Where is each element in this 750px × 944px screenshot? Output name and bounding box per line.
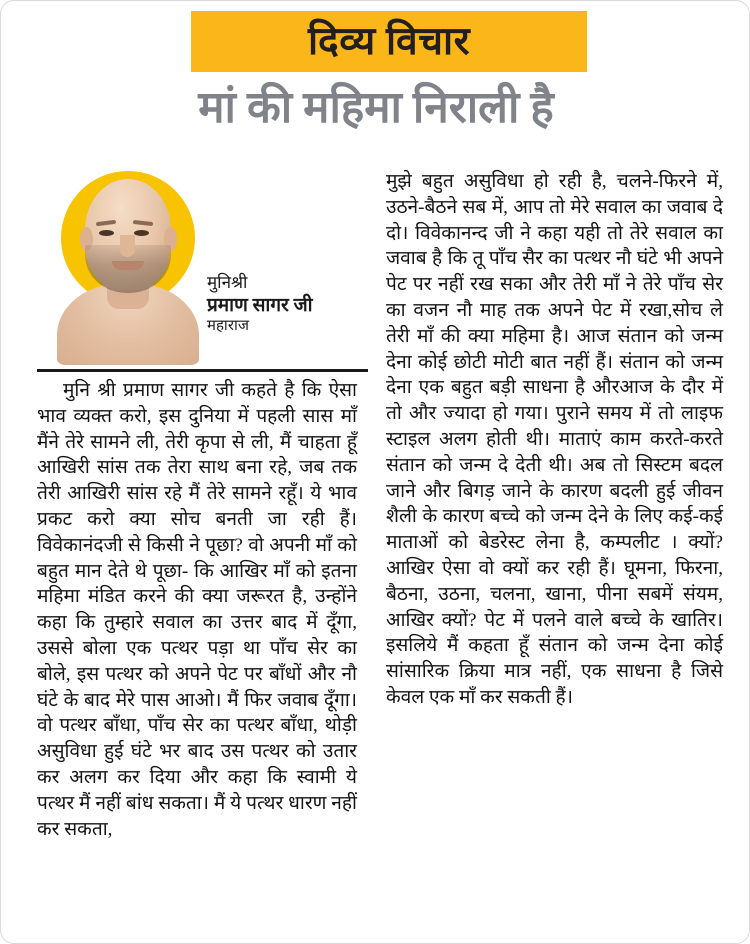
- article-body-left: मुनि श्री प्रमाण सागर जी कहते है कि ऐसा भाव व्यक्त करो, इस दुनिया में पहली सास माँ मैंने तेरे सामने ली, तेरी कृपा से ली, मैं चाहता हूँ आखिरी सांस तक तेरा साथ बना रहे, जब तक तेरी आखिरी सांस रहे मैं तेरे सामने रहूँ। ये भाव प्रकट करो क्या सोच बनती जा रही हैं। विवेकानंदजी से किसी ने पूछा? वो अपनी माँ को बहुत मान देते थे पूछा- कि आखिर माँ को इतना महिमा मंडित करने की क्या जरूरत है, उन्होंने कहा कि तुम्हारे सवाल का उत्तर बाद में दूँगा, उससे बोला एक पत्थर पड़ा था पाँच सेर का बोले, इस पत्थर को अपने पेट पर बाँधों और नौ घंटे के बाद मेरे पास आओ। मैं फिर जवाब दूँगा। वो पत्थर बाँधा, पाँच सेर का पत्थर बाँधा, थोड़ी असुविधा हुई घंटे भर बाद उस पत्थर को उतार कर अलग कर दिया और कहा कि स्वामी ये पत्थर मैं नहीं बांध सकता। मैं ये पत्थर धारण नहीं कर सकता,: [37, 380, 357, 840]
- portrait-eye-right: [134, 230, 149, 236]
- author-name: प्रमाण सागर जी: [207, 294, 313, 316]
- author-honorific: मुनिश्री: [207, 273, 248, 292]
- column-divider-rule: [37, 369, 368, 372]
- monk-portrait-photo: [55, 171, 201, 363]
- article-body-right: मुझे बहुत असुविधा हो रही है, चलने-फिरने में, उठने-बैठने सब में, आप तो मेरे सवाल का जवाब दे दो। विवेकानन्द जी ने कहा यही तो तेरे सवाल का जवाब है कि तू पाँच सैर का पत्थर नौ घंटे भी अपने पेट पर नहीं रख सका और तेरी माँ ने तेरे पाँच सेर का वजन नौ माह तक अपने पेट में रखा,सोच ले तेरी माँ की क्या महिमा है। आज संतान को जन्म देना कोई छोटी मोटी बात नहीं हैं। संतान को जन्म देना एक बहुत बड़ी साधना है औरआज के दौर में तो और ज्यादा हो गया। पुराने समय में तो लाइफ स्टाइल अलग होती थी। माताएं काम करते-करते संतान को जन्म दे देती थी। अब तो सिस्टम बदल जाने और बिगड़ जाने के कारण बदली हुई जीवन शैली के कारण बच्चे को जन्म देने के लिए कई-कई माताओं को बेडरेस्ट लेना है, कम्पलीट । क्यों? आखिर ऐसा वो क्यों कर रही हैं। घूमना, फिरना, बैठना, उठना, चलना, खाना, पीना सबमें संयम, आखिर क्यों? पेट में पलने वाले बच्चे के खातिर। इसलिये मैं कहता हूँ संतान को जन्म देना कोई सांसारिक क्रिया मात्र नहीं, एक साधना है जिसे केवल एक माँ कर सकती हैं।: [386, 171, 723, 708]
- portrait-mouth: [112, 261, 144, 270]
- author-caption: [207, 273, 357, 335]
- masthead-title: दिव्य विचार: [307, 20, 471, 63]
- portrait-nose: [120, 235, 135, 257]
- page-title: मां की महिमा निराली है: [198, 83, 554, 132]
- masthead-banner: [191, 11, 587, 72]
- author-portrait-block: [25, 169, 359, 365]
- article-columns: [1, 169, 750, 944]
- article-column-left: [25, 169, 359, 842]
- article-column-right: [386, 169, 723, 711]
- author-suffix: महाराज: [207, 317, 249, 334]
- portrait-eye-left: [99, 230, 114, 236]
